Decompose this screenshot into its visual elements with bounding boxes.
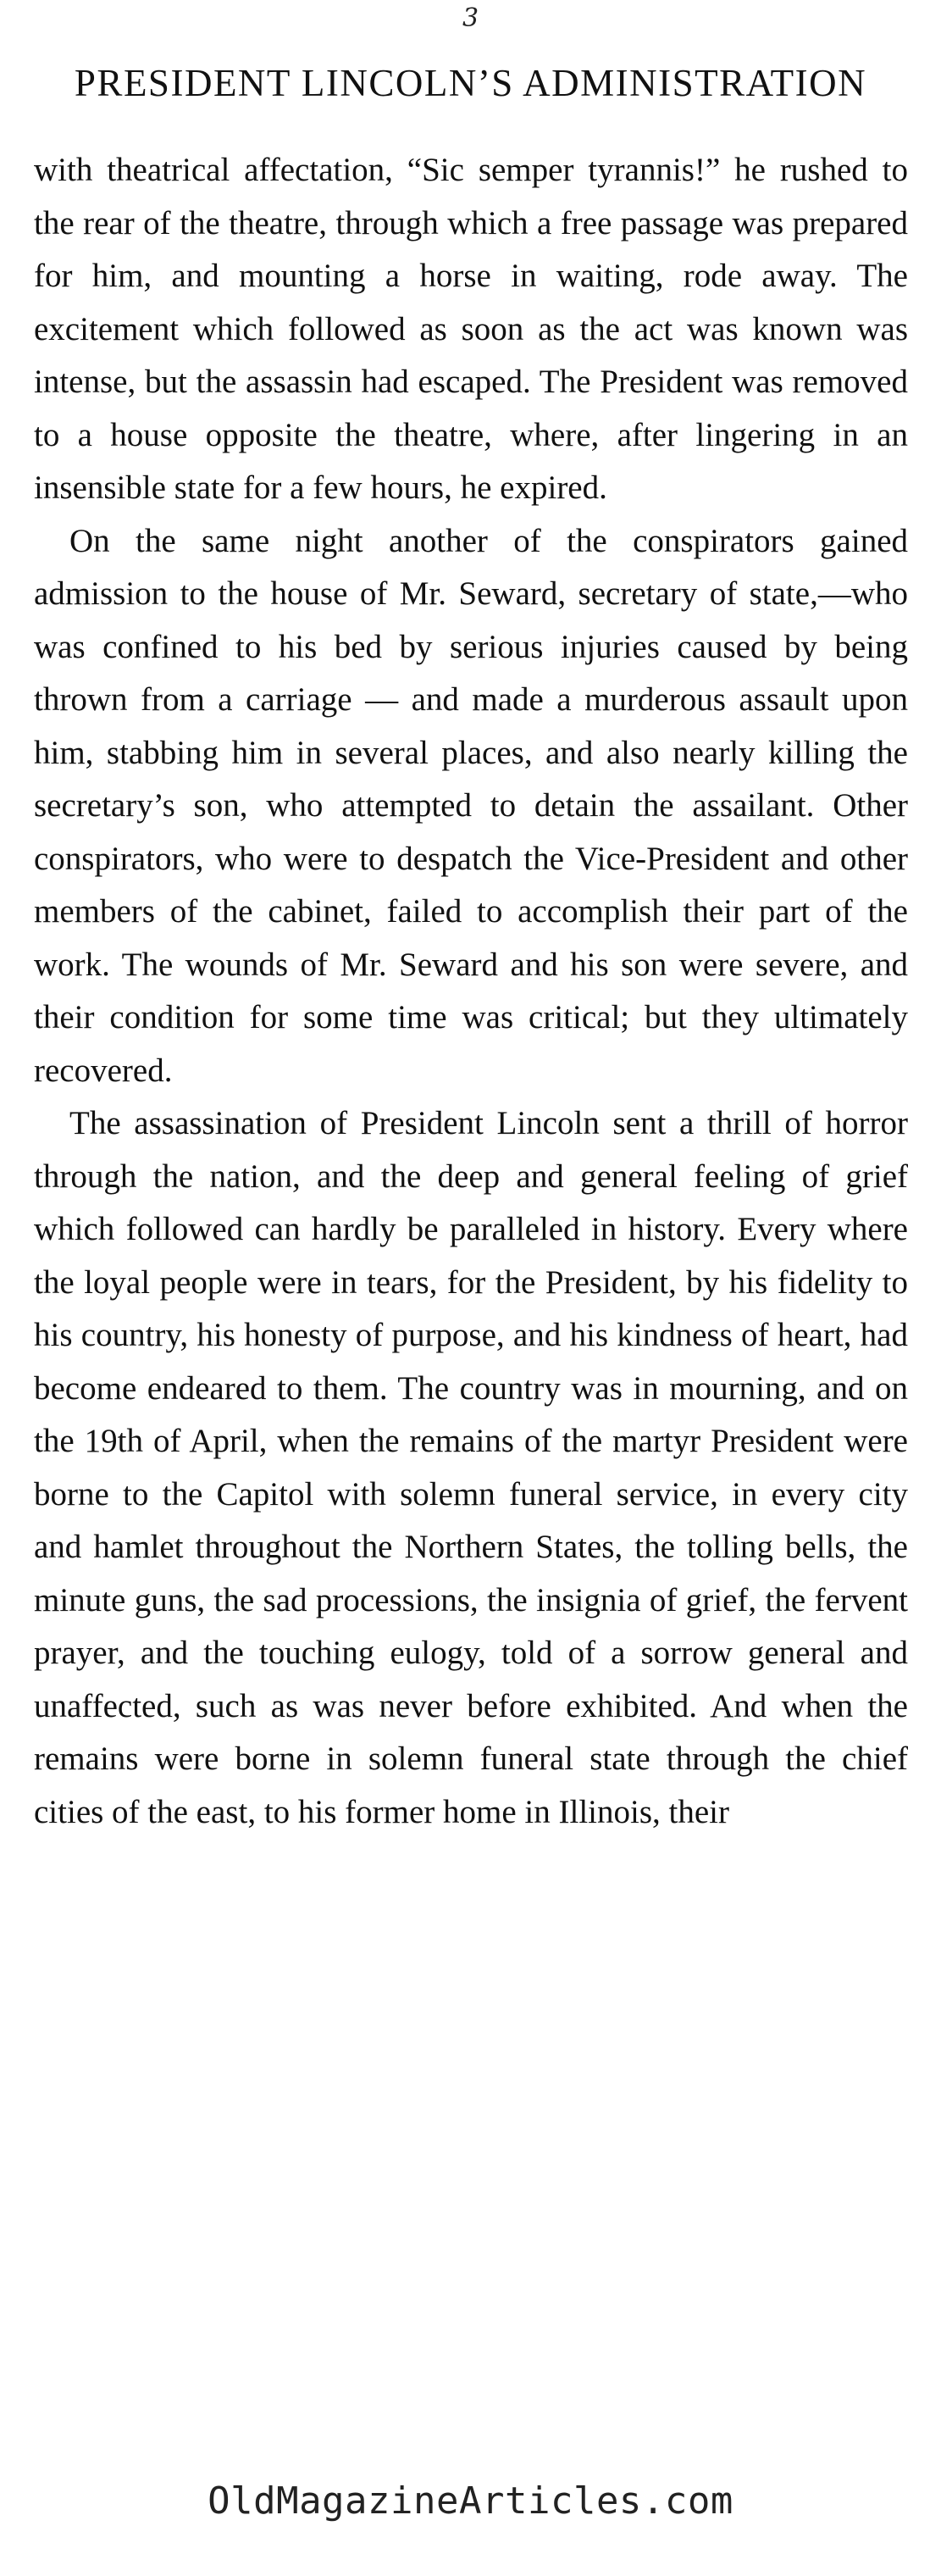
page-number: 3 bbox=[462, 3, 479, 33]
article-paragraph-1: with theatrical affectation, “Sic semper tyrannis!” he rushed to the rear of the theatre, through which a free passage was prepared for him, and mounting a horse in waiting, rode away. The excitement which followed as soon as the act was known was intense, but the assassin had escaped. The President was removed to a house opposite the theatre, where, after lingering in an insensible state for a few hours, he expired. bbox=[34, 152, 908, 506]
running-head: PRESIDENT LINCOLN’S ADMINISTRATION bbox=[74, 62, 867, 104]
site-watermark: OldMagazineArticles.com bbox=[208, 2479, 733, 2523]
article-paragraph-3: The assassination of President Lincoln sent a thrill of horror through the nation, and the deep and general feeling of grief which followed can hardly be paralleled in history. Every where the loyal people were in tears, for the President, by his fidelity to his country, his honesty of purpose, and his kindness of heart, had become endeared to them. The country was in mourning, and on the 19th of April, when the remains of the martyr President were borne to the Capitol with solemn funeral service, in every city and hamlet throughout the Northern States, the tolling bells, the minute guns, the sad processions, the insignia of grief, the fervent prayer, and the touching eulogy, told of a sorrow general and unaffected, such as was never before exhibited. And when the remains were borne in solemn funeral state through the chief cities of the east, to his former home in Illinois, their bbox=[34, 1105, 908, 1830]
article-body bbox=[34, 144, 908, 1839]
article-paragraph-2: On the same night another of the conspirators gained admission to the house of Mr. Seward, secretary of state,—who was confined to his bed by serious injuries caused by being thrown from a carriage — and made a murderous assault upon him, stabbing him in several places, and also nearly killing the secretary’s son, who attempted to detain the assailant. Other conspirators, who were to despatch the Vice-President and other members of the cabinet, failed to accomplish their part of the work. The wounds of Mr. Seward and his son were severe, and their condition for some time was critical; but they ultimately recovered. bbox=[34, 522, 908, 1089]
